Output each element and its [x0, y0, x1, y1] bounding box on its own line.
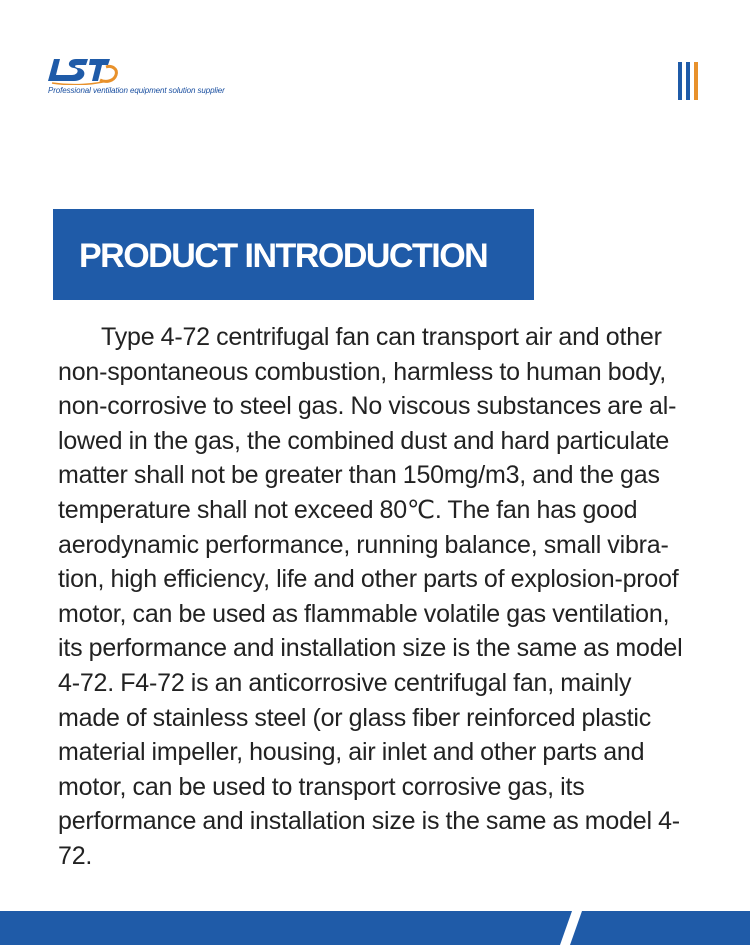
section-title-box	[53, 209, 534, 300]
product-introduction-text: Type 4-72 centrifugal fan can transport air and other non-spontaneous combustion, harmless to human body, non-corrosive to steel gas. No viscous substances are allowed in the gas, the combined dust and hard particulate matter shall not be greater than 150mg/m3, and the gas temperature shall not exceed 80℃. The fan has good aerodynamic performance, running balance, small vibration, high efficiency, life and other parts of explosion-proof motor, can be used as flammable volatile gas ventilation, its performance and installation size is the same as model 4-72. F4-72 is an anticorrosive centrifugal fan, mainly made of stainless steel (or glass fiber reinforced plastic material impeller, housing, air inlet and other parts and motor, can be used to transport corrosive gas, its performance and installation size is the same as model 4-72.	[58, 323, 683, 870]
decorative-bar-2	[686, 62, 690, 100]
decorative-bar-1	[678, 62, 682, 100]
footer-band	[0, 911, 750, 945]
decorative-bars	[678, 62, 704, 100]
section-title: PRODUCT INTRODUCTION	[79, 237, 488, 275]
brand-tagline: Professional ventilation equipment solution supplier	[48, 86, 225, 95]
brand-logo-mark	[48, 53, 120, 85]
decorative-bar-3	[694, 62, 698, 100]
brand-logo	[48, 53, 248, 98]
